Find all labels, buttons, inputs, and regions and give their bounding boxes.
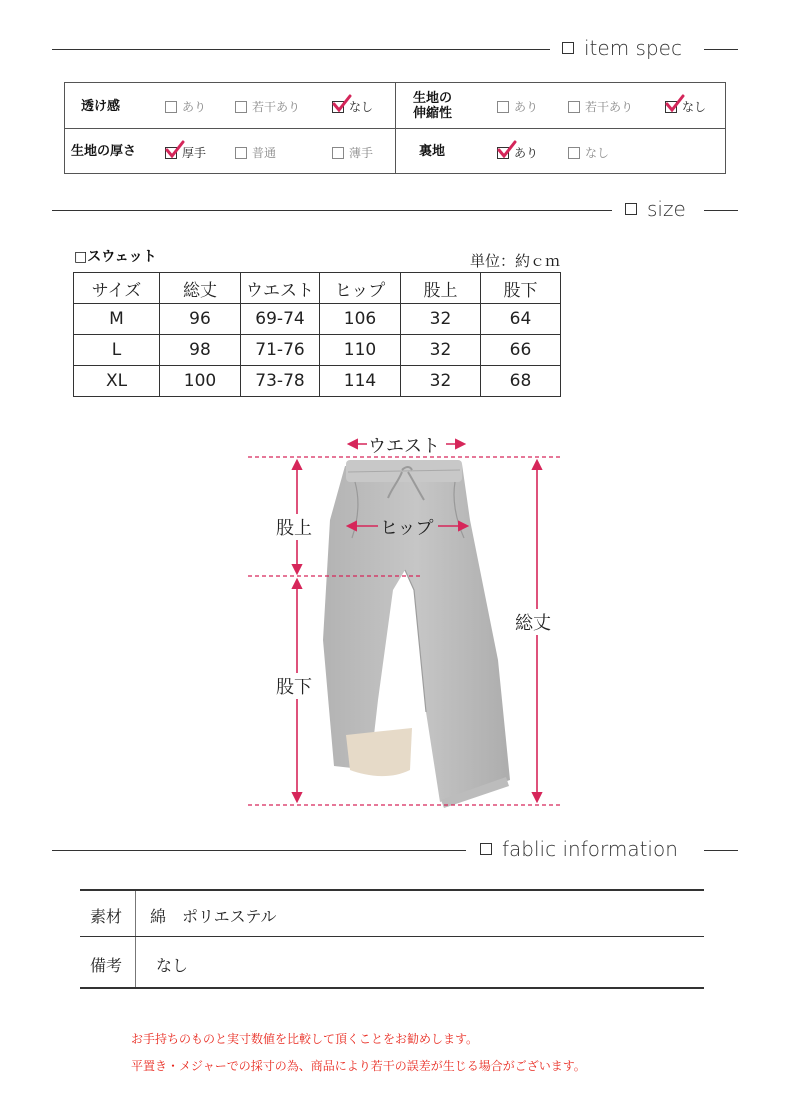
fleece-cuff-left <box>346 728 412 776</box>
table-header-cell: ウエスト <box>241 273 320 304</box>
size-table-title: □スウェット <box>74 249 157 265</box>
table-header-cell: 股上 <box>401 273 481 304</box>
spec-option: 薄手 <box>332 144 373 161</box>
spec-option: 若干あり <box>235 98 300 115</box>
table-row <box>80 937 704 989</box>
checkmark-icon <box>665 94 685 114</box>
table-divider <box>135 937 136 987</box>
table-cell: 110 <box>320 335 401 366</box>
fabric-title: fablic information <box>502 837 678 861</box>
table-cell: 71-76 <box>241 335 320 366</box>
checkbox-icon <box>235 147 247 159</box>
table-row <box>74 335 561 366</box>
fabric-rule-left <box>52 850 466 851</box>
checkbox-icon <box>568 147 580 159</box>
waist-label: ウエスト <box>368 436 440 457</box>
table-cell: 66 <box>481 335 561 366</box>
size-title: size <box>647 197 686 221</box>
total-length-label: 総丈 <box>515 609 551 635</box>
fabric-table <box>80 889 704 989</box>
table-cell: 100 <box>160 366 241 397</box>
spec-option: なし <box>665 98 706 115</box>
table-row <box>80 889 704 937</box>
size-rule-left <box>52 210 612 211</box>
fabric-value: 綿 ポリエステル <box>150 907 277 926</box>
note-compare: お手持ちのものと実寸数値を比較して頂くことをお勧めします。 <box>131 1032 479 1046</box>
item-spec-rule-left <box>52 49 550 50</box>
spec-label-thickness: 生地の厚さ <box>71 144 137 159</box>
item-spec-rule-right <box>704 49 738 50</box>
spec-option: あり <box>497 144 538 161</box>
table-cell: 32 <box>401 366 481 397</box>
item-spec-title: item spec <box>584 36 682 60</box>
hip-label: ヒップ <box>380 518 434 539</box>
rise-label: 股上 <box>276 514 312 540</box>
spec-option: あり <box>165 98 206 115</box>
table-cell: 69-74 <box>241 304 320 335</box>
item-spec-heading <box>562 36 682 60</box>
spec-label-stretch: 生地の 伸縮性 <box>413 91 453 121</box>
square-icon <box>480 843 492 855</box>
fabric-heading <box>480 837 678 861</box>
checkmark-icon <box>332 94 352 114</box>
fabric-rule-right <box>704 850 738 851</box>
size-table <box>73 272 561 397</box>
table-cell: 32 <box>401 335 481 366</box>
checkbox-icon <box>665 101 677 113</box>
table-header-cell: サイズ <box>74 273 160 304</box>
checkmark-icon <box>497 140 517 160</box>
checkbox-icon <box>497 147 509 159</box>
table-cell: 106 <box>320 304 401 335</box>
table-header-cell: 股下 <box>481 273 561 304</box>
table-cell: 114 <box>320 366 401 397</box>
table-cell: 98 <box>160 335 241 366</box>
table-header-cell: 総丈 <box>160 273 241 304</box>
item-spec-table <box>64 82 726 174</box>
table-cell: L <box>74 335 160 366</box>
table-row <box>74 366 561 397</box>
size-heading <box>625 197 686 221</box>
spec-option: 厚手 <box>165 144 206 161</box>
fabric-value: なし <box>156 956 189 975</box>
checkbox-icon <box>568 101 580 113</box>
spec-option: 普通 <box>235 144 276 161</box>
checkbox-icon <box>332 147 344 159</box>
table-cell: 64 <box>481 304 561 335</box>
square-icon <box>625 203 637 215</box>
checkbox-icon <box>165 147 177 159</box>
checkmark-icon <box>165 140 185 160</box>
size-table-header <box>74 273 561 304</box>
table-divider <box>395 83 396 173</box>
checkbox-icon <box>165 101 177 113</box>
table-divider <box>135 891 136 936</box>
spec-option: なし <box>332 98 373 115</box>
checkbox-icon <box>235 101 247 113</box>
table-header-cell: ヒップ <box>320 273 401 304</box>
spec-label-lining: 裏地 <box>419 144 446 159</box>
table-cell: XL <box>74 366 160 397</box>
spec-label-transparency: 透け感 <box>81 99 121 114</box>
table-cell: 73-78 <box>241 366 320 397</box>
table-row <box>74 304 561 335</box>
size-rule-right <box>704 210 738 211</box>
table-cell: 68 <box>481 366 561 397</box>
pants-diagram <box>0 420 800 820</box>
sweatpants-illustration <box>323 460 510 808</box>
size-unit: 単位：約ｃｍ <box>470 252 561 270</box>
spec-option: 若干あり <box>568 98 633 115</box>
spec-option: なし <box>568 144 609 161</box>
table-cell: M <box>74 304 160 335</box>
checkbox-icon <box>332 101 344 113</box>
fabric-key: 備考 <box>90 956 123 975</box>
note-tolerance: 平置き・メジャーでの採寸の為、商品により若干の誤差が生じる場合がございます。 <box>131 1059 586 1073</box>
fabric-key: 素材 <box>90 907 123 926</box>
inseam-label: 股下 <box>276 673 312 699</box>
table-cell: 32 <box>401 304 481 335</box>
table-cell: 96 <box>160 304 241 335</box>
checkbox-icon <box>497 101 509 113</box>
spec-option: あり <box>497 98 538 115</box>
square-icon <box>562 42 574 54</box>
